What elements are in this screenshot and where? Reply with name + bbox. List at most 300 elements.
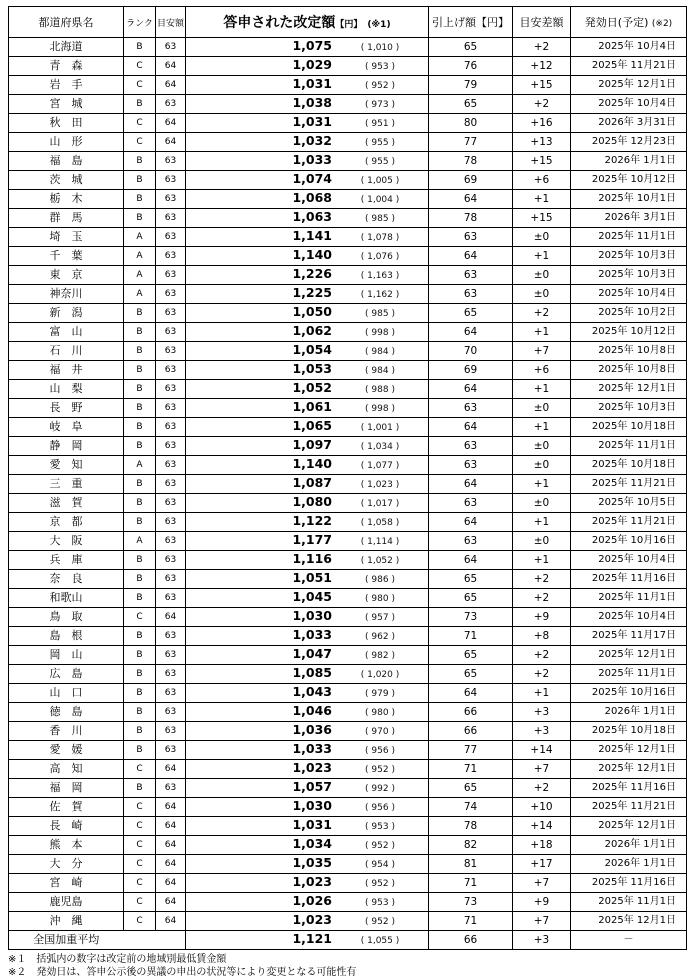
base-amount-cell: 63: [156, 304, 186, 323]
prefecture-cell: 宮 城: [9, 95, 124, 114]
header-new-wage-main: 答申された改定額: [223, 15, 336, 31]
new-wage-amount: 1,032: [292, 133, 332, 148]
table-row: [9, 342, 687, 361]
table-row: [9, 912, 687, 931]
effective-date-cell: 2025年 11月16日: [571, 779, 687, 798]
guideline-diff-cell: ±0: [513, 532, 571, 551]
rank-cell: C: [124, 893, 156, 912]
new-wage-cell: [186, 798, 429, 817]
guideline-diff-cell: +2: [513, 665, 571, 684]
new-wage-cell: [186, 456, 429, 475]
guideline-diff-cell: +9: [513, 608, 571, 627]
table-row: [9, 456, 687, 475]
rank-cell: B: [124, 38, 156, 57]
raise-amount-cell: 64: [429, 247, 513, 266]
base-amount-cell: 63: [156, 95, 186, 114]
guideline-diff-cell: +2: [513, 646, 571, 665]
new-wage-cell: [186, 551, 429, 570]
previous-wage-amount: ( 952 ): [365, 879, 395, 889]
new-wage-cell: [186, 437, 429, 456]
effective-date-cell: 2025年 10月4日: [571, 608, 687, 627]
header-new-wage: [186, 7, 429, 38]
previous-wage-amount: ( 982 ): [365, 651, 395, 661]
new-wage-amount: 1,065: [292, 418, 332, 433]
effective-date-cell: 2025年 10月3日: [571, 247, 687, 266]
raise-amount-cell: 64: [429, 684, 513, 703]
previous-wage-amount: ( 1,052 ): [360, 556, 400, 566]
new-wage-cell: [186, 589, 429, 608]
new-wage-cell: [186, 228, 429, 247]
guideline-diff-cell: +7: [513, 912, 571, 931]
table-row: [9, 532, 687, 551]
previous-wage-amount: ( 1,010 ): [360, 43, 400, 53]
new-wage-amount: 1,085: [292, 665, 332, 680]
raise-amount-cell: 63: [429, 494, 513, 513]
rank-cell: C: [124, 855, 156, 874]
guideline-diff-cell: +1: [513, 475, 571, 494]
table-row: [9, 418, 687, 437]
header-raise: 引上げ額【円】: [429, 7, 513, 38]
new-wage-cell: [186, 722, 429, 741]
total-label-cell: 全国加重平均: [9, 931, 124, 950]
prefecture-cell: 愛 媛: [9, 741, 124, 760]
new-wage-cell: [186, 741, 429, 760]
effective-date-cell: 2025年 10月3日: [571, 266, 687, 285]
total-new-wage-cell: [186, 931, 429, 950]
effective-date-cell: 2025年 10月16日: [571, 532, 687, 551]
raise-amount-cell: 64: [429, 190, 513, 209]
new-wage-amount: 1,033: [292, 152, 332, 167]
rank-cell: B: [124, 323, 156, 342]
previous-wage-amount: ( 998 ): [365, 404, 395, 414]
prefecture-cell: 熊 本: [9, 836, 124, 855]
prefecture-cell: 山 口: [9, 684, 124, 703]
new-wage-cell: [186, 912, 429, 931]
prefecture-cell: 鹿児島: [9, 893, 124, 912]
base-amount-cell: 63: [156, 380, 186, 399]
prefecture-cell: 和歌山: [9, 589, 124, 608]
previous-wage-amount: ( 1,078 ): [360, 233, 400, 243]
minimum-wage-table: [8, 6, 687, 950]
base-amount-cell: 64: [156, 114, 186, 133]
new-wage-cell: [186, 209, 429, 228]
new-wage-amount: 1,087: [292, 475, 332, 490]
guideline-diff-cell: +2: [513, 589, 571, 608]
rank-cell: B: [124, 513, 156, 532]
effective-date-cell: 2025年 12月1日: [571, 912, 687, 931]
previous-wage-amount: ( 1,017 ): [360, 499, 400, 509]
effective-date-cell: 2025年 12月1日: [571, 760, 687, 779]
previous-wage-amount: ( 1,023 ): [360, 480, 400, 490]
new-wage-cell: [186, 304, 429, 323]
rank-cell: C: [124, 760, 156, 779]
previous-wage-amount: ( 984 ): [365, 347, 395, 357]
new-wage-cell: [186, 57, 429, 76]
prefecture-cell: 福 井: [9, 361, 124, 380]
table-row: [9, 228, 687, 247]
base-amount-cell: 63: [156, 494, 186, 513]
guideline-diff-cell: +6: [513, 171, 571, 190]
new-wage-cell: [186, 836, 429, 855]
prefecture-cell: 青 森: [9, 57, 124, 76]
rank-cell: B: [124, 589, 156, 608]
table-row: [9, 684, 687, 703]
raise-amount-cell: 78: [429, 152, 513, 171]
prefecture-cell: 長 野: [9, 399, 124, 418]
previous-wage-amount: ( 953 ): [365, 822, 395, 832]
rank-cell: B: [124, 684, 156, 703]
new-wage-cell: [186, 38, 429, 57]
rank-cell: C: [124, 912, 156, 931]
previous-wage-amount: ( 1,077 ): [360, 461, 400, 471]
new-wage-cell: [186, 874, 429, 893]
prefecture-cell: 岩 手: [9, 76, 124, 95]
table-row: [9, 247, 687, 266]
prefecture-cell: 茨 城: [9, 171, 124, 190]
rank-cell: B: [124, 418, 156, 437]
new-wage-amount: 1,051: [292, 570, 332, 585]
table-row: [9, 361, 687, 380]
new-wage-cell: [186, 608, 429, 627]
rank-cell: B: [124, 342, 156, 361]
effective-date-cell: 2025年 10月12日: [571, 171, 687, 190]
rank-cell: C: [124, 874, 156, 893]
new-wage-amount: 1,023: [292, 912, 332, 927]
base-amount-cell: 64: [156, 893, 186, 912]
header-rank: ランク: [124, 7, 156, 38]
effective-date-cell: 2026年 1月1日: [571, 152, 687, 171]
guideline-diff-cell: +14: [513, 741, 571, 760]
previous-wage-amount: ( 1,114 ): [360, 537, 400, 547]
guideline-diff-cell: +7: [513, 342, 571, 361]
effective-date-cell: 2025年 10月16日: [571, 684, 687, 703]
new-wage-cell: [186, 475, 429, 494]
new-wage-amount: 1,034: [292, 836, 332, 851]
effective-date-cell: 2025年 11月16日: [571, 874, 687, 893]
new-wage-cell: [186, 171, 429, 190]
table-row: [9, 38, 687, 57]
previous-wage-amount: ( 1,162 ): [360, 290, 400, 300]
table-row: [9, 95, 687, 114]
raise-amount-cell: 69: [429, 361, 513, 380]
rank-cell: A: [124, 456, 156, 475]
raise-amount-cell: 65: [429, 779, 513, 798]
previous-wage-amount: ( 970 ): [365, 727, 395, 737]
new-wage-amount: 1,080: [292, 494, 332, 509]
new-wage-amount: 1,047: [292, 646, 332, 661]
raise-amount-cell: 64: [429, 475, 513, 494]
new-wage-amount: 1,038: [292, 95, 332, 110]
guideline-diff-cell: +1: [513, 190, 571, 209]
guideline-diff-cell: +1: [513, 323, 571, 342]
table-row: [9, 513, 687, 532]
base-amount-cell: 63: [156, 627, 186, 646]
prefecture-cell: 宮 崎: [9, 874, 124, 893]
raise-amount-cell: 71: [429, 874, 513, 893]
new-wage-cell: [186, 266, 429, 285]
table-row: [9, 741, 687, 760]
base-amount-cell: 64: [156, 608, 186, 627]
new-wage-amount: 1,023: [292, 760, 332, 775]
raise-amount-cell: 80: [429, 114, 513, 133]
table-row: [9, 817, 687, 836]
prefecture-cell: 千 葉: [9, 247, 124, 266]
guideline-diff-cell: ±0: [513, 437, 571, 456]
table-row: [9, 722, 687, 741]
prefecture-cell: 福 岡: [9, 779, 124, 798]
previous-wage-amount: ( 1,034 ): [360, 442, 400, 452]
effective-date-cell: 2025年 12月1日: [571, 380, 687, 399]
new-wage-amount: 1,225: [292, 285, 332, 300]
raise-amount-cell: 65: [429, 95, 513, 114]
effective-date-cell: 2025年 10月2日: [571, 304, 687, 323]
prefecture-cell: 山 梨: [9, 380, 124, 399]
base-amount-cell: 64: [156, 912, 186, 931]
effective-date-cell: 2025年 11月1日: [571, 437, 687, 456]
raise-amount-cell: 63: [429, 266, 513, 285]
effective-date-cell: 2025年 12月23日: [571, 133, 687, 152]
table-row: [9, 304, 687, 323]
base-amount-cell: 63: [156, 38, 186, 57]
base-amount-cell: 63: [156, 209, 186, 228]
guideline-diff-cell: +18: [513, 836, 571, 855]
raise-amount-cell: 78: [429, 209, 513, 228]
previous-wage-amount: ( 986 ): [365, 575, 395, 585]
new-wage-amount: 1,141: [292, 228, 332, 243]
raise-amount-cell: 63: [429, 228, 513, 247]
new-wage-amount: 1,061: [292, 399, 332, 414]
effective-date-cell: 2025年 11月21日: [571, 513, 687, 532]
effective-date-cell: 2026年 1月1日: [571, 836, 687, 855]
raise-amount-cell: 82: [429, 836, 513, 855]
table-row: [9, 114, 687, 133]
effective-date-cell: 2026年 3月31日: [571, 114, 687, 133]
raise-amount-cell: 65: [429, 570, 513, 589]
guideline-diff-cell: +1: [513, 513, 571, 532]
new-wage-amount: 1,140: [292, 247, 332, 262]
rank-cell: B: [124, 703, 156, 722]
new-wage-cell: [186, 855, 429, 874]
prefecture-cell: 佐 賀: [9, 798, 124, 817]
new-wage-cell: [186, 399, 429, 418]
table-row: [9, 855, 687, 874]
new-wage-cell: [186, 494, 429, 513]
raise-amount-cell: 71: [429, 912, 513, 931]
prefecture-cell: 富 山: [9, 323, 124, 342]
table-row: [9, 703, 687, 722]
guideline-diff-cell: +1: [513, 551, 571, 570]
base-amount-cell: 63: [156, 722, 186, 741]
prefecture-cell: 静 岡: [9, 437, 124, 456]
rank-cell: B: [124, 304, 156, 323]
raise-amount-cell: 64: [429, 551, 513, 570]
base-amount-cell: 64: [156, 855, 186, 874]
previous-wage-amount: ( 1,076 ): [360, 252, 400, 262]
effective-date-cell: 2025年 11月1日: [571, 589, 687, 608]
prefecture-cell: 大 阪: [9, 532, 124, 551]
base-amount-cell: 63: [156, 437, 186, 456]
new-wage-cell: [186, 665, 429, 684]
raise-amount-cell: 64: [429, 380, 513, 399]
table-row: [9, 798, 687, 817]
table-row: [9, 874, 687, 893]
effective-date-cell: 2025年 10月18日: [571, 722, 687, 741]
rank-cell: C: [124, 133, 156, 152]
new-wage-amount: 1,033: [292, 627, 332, 642]
guideline-diff-cell: ±0: [513, 456, 571, 475]
rank-cell: B: [124, 494, 156, 513]
effective-date-cell: 2025年 11月16日: [571, 570, 687, 589]
raise-amount-cell: 71: [429, 627, 513, 646]
footnote-2: ※２ 発効日は、答申公示後の異議の申出の状況等により変更となる可能性有: [8, 967, 357, 978]
previous-wage-amount: ( 992 ): [365, 784, 395, 794]
base-amount-cell: 64: [156, 760, 186, 779]
prefecture-cell: 滋 賀: [9, 494, 124, 513]
base-amount-cell: 63: [156, 703, 186, 722]
guideline-diff-cell: +16: [513, 114, 571, 133]
rank-cell: A: [124, 266, 156, 285]
rank-cell: C: [124, 76, 156, 95]
new-wage-amount: 1,031: [292, 76, 332, 91]
header-diff: 目安差額: [513, 7, 571, 38]
rank-cell: A: [124, 228, 156, 247]
base-amount-cell: 63: [156, 665, 186, 684]
raise-amount-cell: 73: [429, 608, 513, 627]
new-wage-cell: [186, 361, 429, 380]
prefecture-cell: 北海道: [9, 38, 124, 57]
rank-cell: A: [124, 285, 156, 304]
base-amount-cell: 63: [156, 323, 186, 342]
rank-cell: B: [124, 152, 156, 171]
prefecture-cell: 埼 玉: [9, 228, 124, 247]
previous-wage-amount: ( 998 ): [365, 328, 395, 338]
rank-cell: B: [124, 646, 156, 665]
new-wage-amount: 1,140: [292, 456, 332, 471]
guideline-diff-cell: +9: [513, 893, 571, 912]
prefecture-cell: 愛 知: [9, 456, 124, 475]
guideline-diff-cell: ±0: [513, 285, 571, 304]
new-wage-amount: 1,045: [292, 589, 332, 604]
raise-amount-cell: 64: [429, 418, 513, 437]
effective-date-cell: 2025年 11月21日: [571, 475, 687, 494]
new-wage-cell: [186, 76, 429, 95]
base-amount-cell: 63: [156, 342, 186, 361]
rank-cell: B: [124, 95, 156, 114]
raise-amount-cell: 63: [429, 399, 513, 418]
raise-amount-cell: 81: [429, 855, 513, 874]
new-wage-amount: 1,031: [292, 817, 332, 832]
base-amount-cell: 63: [156, 532, 186, 551]
table-row: [9, 570, 687, 589]
prefecture-cell: 京 都: [9, 513, 124, 532]
previous-wage-amount: ( 957 ): [365, 613, 395, 623]
guideline-diff-cell: +8: [513, 627, 571, 646]
effective-date-cell: 2025年 12月1日: [571, 76, 687, 95]
guideline-diff-cell: +12: [513, 57, 571, 76]
prefecture-cell: 三 重: [9, 475, 124, 494]
prefecture-cell: 岡 山: [9, 646, 124, 665]
previous-wage-amount: ( 956 ): [365, 746, 395, 756]
rank-cell: B: [124, 190, 156, 209]
prefecture-cell: 新 潟: [9, 304, 124, 323]
new-wage-cell: [186, 570, 429, 589]
raise-amount-cell: 69: [429, 171, 513, 190]
table-row: [9, 836, 687, 855]
base-amount-cell: 63: [156, 741, 186, 760]
raise-amount-cell: 77: [429, 741, 513, 760]
effective-date-cell: 2025年 10月4日: [571, 551, 687, 570]
guideline-diff-cell: +3: [513, 703, 571, 722]
table-row: [9, 627, 687, 646]
new-wage-cell: [186, 342, 429, 361]
effective-date-cell: 2025年 10月1日: [571, 190, 687, 209]
new-wage-amount: 1,043: [292, 684, 332, 699]
header-base: 目安額: [156, 7, 186, 38]
rank-cell: C: [124, 836, 156, 855]
table-row: [9, 779, 687, 798]
prefecture-cell: 徳 島: [9, 703, 124, 722]
base-amount-cell: 63: [156, 399, 186, 418]
previous-wage-amount: ( 952 ): [365, 917, 395, 927]
table-row: [9, 608, 687, 627]
table-row: [9, 285, 687, 304]
new-wage-amount: 1,036: [292, 722, 332, 737]
previous-wage-amount: ( 980 ): [365, 708, 395, 718]
table-row: [9, 76, 687, 95]
raise-amount-cell: 65: [429, 304, 513, 323]
effective-date-cell: 2025年 10月18日: [571, 418, 687, 437]
rank-cell: B: [124, 209, 156, 228]
guideline-diff-cell: +2: [513, 38, 571, 57]
table-row: [9, 323, 687, 342]
new-wage-amount: 1,030: [292, 608, 332, 623]
guideline-diff-cell: ±0: [513, 399, 571, 418]
previous-wage-amount: ( 953 ): [365, 62, 395, 72]
raise-amount-cell: 64: [429, 323, 513, 342]
previous-wage-amount: ( 952 ): [365, 81, 395, 91]
rank-cell: B: [124, 570, 156, 589]
rank-cell: B: [124, 399, 156, 418]
table-row: [9, 760, 687, 779]
guideline-diff-cell: +1: [513, 684, 571, 703]
base-amount-cell: 63: [156, 266, 186, 285]
new-wage-cell: [186, 190, 429, 209]
previous-wage-amount: ( 985 ): [365, 214, 395, 224]
raise-amount-cell: 76: [429, 57, 513, 76]
prefecture-cell: 香 川: [9, 722, 124, 741]
header-new-wage-unit: 【円】: [335, 20, 363, 30]
prefecture-cell: 沖 縄: [9, 912, 124, 931]
minimum-wage-table-sheet: [8, 6, 686, 979]
prefecture-cell: 鳥 取: [9, 608, 124, 627]
effective-date-cell: 2025年 12月1日: [571, 817, 687, 836]
base-amount-cell: 64: [156, 817, 186, 836]
previous-wage-amount: ( 955 ): [365, 138, 395, 148]
new-wage-amount: 1,023: [292, 874, 332, 889]
rank-cell: B: [124, 475, 156, 494]
new-wage-cell: [186, 323, 429, 342]
total-previous-wage-amount: ( 1,055 ): [360, 936, 400, 946]
previous-wage-amount: ( 984 ): [365, 366, 395, 376]
new-wage-amount: 1,074: [292, 171, 332, 186]
footnotes: [8, 953, 686, 979]
effective-date-cell: 2025年 12月1日: [571, 646, 687, 665]
new-wage-amount: 1,026: [292, 893, 332, 908]
prefecture-cell: 神奈川: [9, 285, 124, 304]
new-wage-amount: 1,075: [292, 38, 332, 53]
header-new-wage-note: (※1): [367, 20, 391, 30]
raise-amount-cell: 65: [429, 589, 513, 608]
